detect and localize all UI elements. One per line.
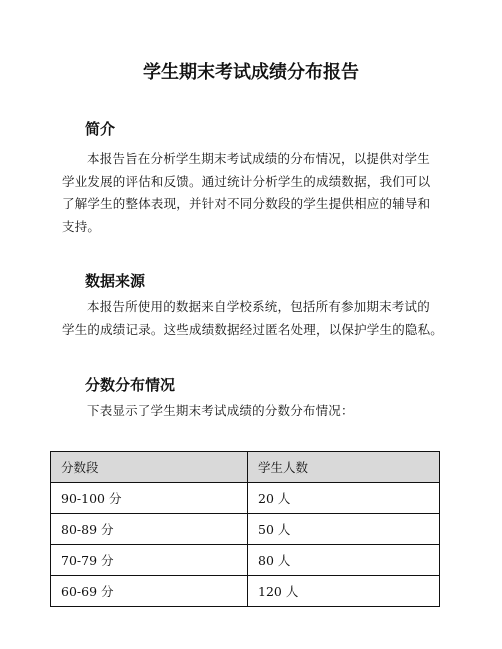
table-row	[51, 483, 440, 514]
table-cell: 80-89 分	[51, 514, 248, 545]
section-paragraph-distribution	[62, 400, 462, 423]
section-heading-intro: 简介	[85, 120, 116, 138]
table-cell: 80 人	[248, 545, 440, 576]
paragraph-line: 本报告旨在分析学生期末考试成绩的分布情况，以提供对学生	[87, 151, 430, 166]
paragraph-line: 下表显示了学生期末考试成绩的分数分布情况：	[87, 403, 354, 418]
section-heading-distribution: 分数分布情况	[85, 376, 176, 394]
table-row	[51, 576, 440, 607]
table-cell: 20 人	[248, 483, 440, 514]
table-cell: 60-69 分	[51, 576, 248, 607]
table-row	[51, 514, 440, 545]
paragraph-line: 了解学生的整体表现，并针对不同分数段的学生提供相应的辅导和	[62, 196, 431, 211]
table-cell: 50 人	[248, 514, 440, 545]
table-header-row	[51, 452, 440, 483]
report-title: 学生期末考试成绩分布报告	[143, 62, 359, 83]
table-cell: 90-100 分	[51, 483, 248, 514]
table-header-cell: 分数段	[51, 452, 248, 483]
paragraph-line: 学生的成绩记录。这些成绩数据经过匿名处理，以保护学生的隐私。	[62, 321, 444, 337]
table-cell: 70-79 分	[51, 545, 248, 576]
section-paragraph-data-source	[62, 296, 462, 341]
section-heading-data-source: 数据来源	[85, 272, 146, 290]
paragraph-line: 本报告所使用的数据来自学校系统，包括所有参加期末考试的	[87, 299, 430, 314]
score-distribution-table	[50, 451, 440, 607]
paragraph-line: 学业发展的评估和反馈。通过统计分析学生的成绩数据，我们可以	[62, 173, 431, 189]
table-row	[51, 545, 440, 576]
section-paragraph-intro	[62, 148, 462, 238]
paragraph-line: 支持。	[62, 218, 101, 234]
table-cell: 120 人	[248, 576, 440, 607]
table-header-cell: 学生人数	[248, 452, 440, 483]
